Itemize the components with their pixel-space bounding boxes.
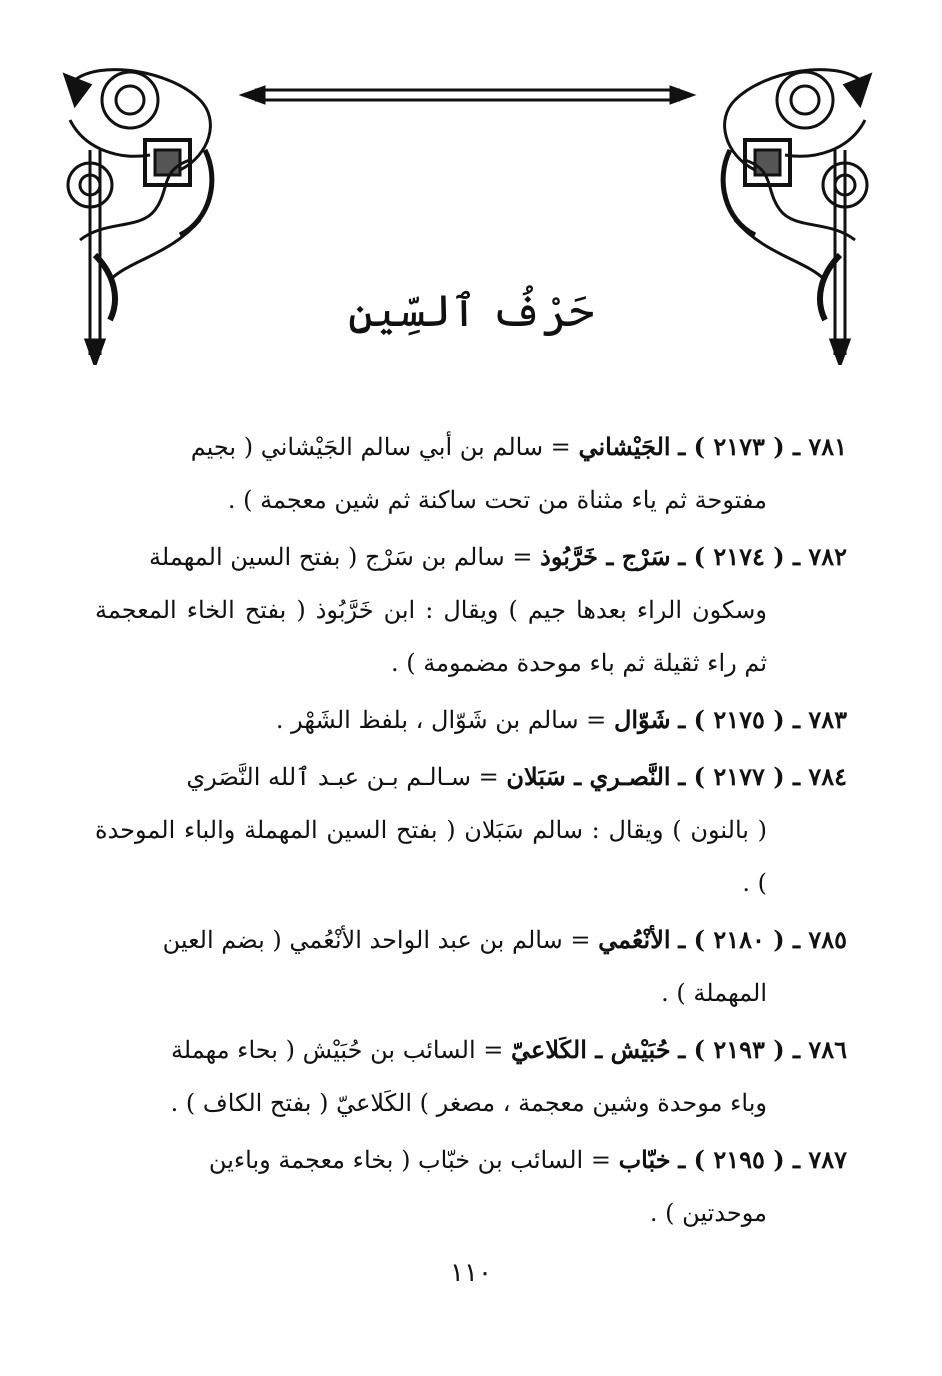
entry-781 — [95, 420, 847, 527]
page-number: ١١٠ — [450, 1258, 492, 1288]
entry-number: ٧٨٥ ـ ( ٢١٨٠ ) ـ — [678, 925, 847, 954]
frame-right-corner — [723, 70, 870, 365]
entry-name: الجَيْشاني — [578, 432, 671, 461]
entry-continuation: المهملة ) . — [661, 979, 767, 1007]
entry-first-line: = سـالـم بـن عبـد ٱلله النَّصَري — [186, 763, 499, 791]
entry-number: ٧٨٦ ـ ( ٢١٩٣ ) ـ — [678, 1035, 847, 1064]
entry-number: ٧٨٣ ـ ( ٢١٧٥ ) ـ — [678, 705, 847, 734]
chapter-title: حَرْفُ ٱلسِّينِ — [347, 286, 595, 337]
entry-number: ٧٨٤ ـ ( ٢١٧٧ ) ـ — [678, 762, 847, 791]
entry-first-line: = سالم بن شَوّال ، بلفظ الشَهْر . — [275, 706, 607, 734]
entry-787 — [95, 1133, 847, 1240]
entry-name: النَّصـري ـ سَبَلان — [506, 762, 671, 791]
frame-top-bar — [240, 86, 695, 104]
entry-first-line: = سالم بن سَرْج ( بفتح السين المهملة — [149, 543, 533, 571]
entry-name: شَوّال — [613, 705, 671, 734]
entry-784 — [95, 750, 847, 910]
entry-number: ٧٨٧ ـ ( ٢١٩٥ ) ـ — [678, 1145, 847, 1174]
frame-left-corner — [65, 70, 212, 365]
entry-first-line: = السائب بن حُبَيْش ( بحاء مهملة — [170, 1036, 504, 1064]
entry-783 — [95, 693, 847, 747]
entry-name: خبّاب — [618, 1145, 671, 1174]
entry-first-line: = سالم بن عبد الواحد الأنْعُمي ( بضم العين — [162, 926, 591, 954]
entry-continuation: موحدتين ) . — [649, 1199, 767, 1227]
entry-786 — [95, 1023, 847, 1130]
entry-name: حُبَيْش ـ الكَلاعيّ — [511, 1035, 671, 1064]
entry-number: ٧٨١ ـ ( ٢١٧٣ ) ـ — [678, 432, 847, 461]
entry-785 — [95, 913, 847, 1020]
entries-list — [95, 420, 847, 1243]
entry-782 — [95, 530, 847, 690]
entry-name: سَرْج ـ خَرَّبُوذ — [540, 542, 671, 571]
entry-name: الأنْعُمي — [598, 925, 671, 954]
entry-number: ٧٨٢ ـ ( ٢١٧٤ ) ـ — [678, 542, 847, 571]
entry-first-line: = السائب بن خبّاب ( بخاء معجمة وباءين — [208, 1146, 611, 1174]
entry-continuation: وباء موحدة وشين معجمة ، مصغر ) الكَلاعيّ ( بفتح الكاف ) . — [170, 1089, 767, 1117]
entry-continuation: وسكون الراء بعدها جيم ) ويقال : ابن خَرَّبُوذ ( بفتح الخاء المعجمة ثم راء ثقيلة ثم باء موحدة مضمومة ) . — [95, 596, 767, 677]
entry-continuation: مفتوحة ثم ياء مثناة من تحت ساكنة ثم شين معجمة ) . — [227, 486, 767, 514]
entry-continuation: ( بالنون ) ويقال : سالم سَبَلان ( بفتح السين المهملة والباء الموحدة ) . — [95, 816, 767, 897]
entry-first-line: = سالم بن أبي سالم الجَيْشاني ( بجيم — [190, 433, 571, 461]
